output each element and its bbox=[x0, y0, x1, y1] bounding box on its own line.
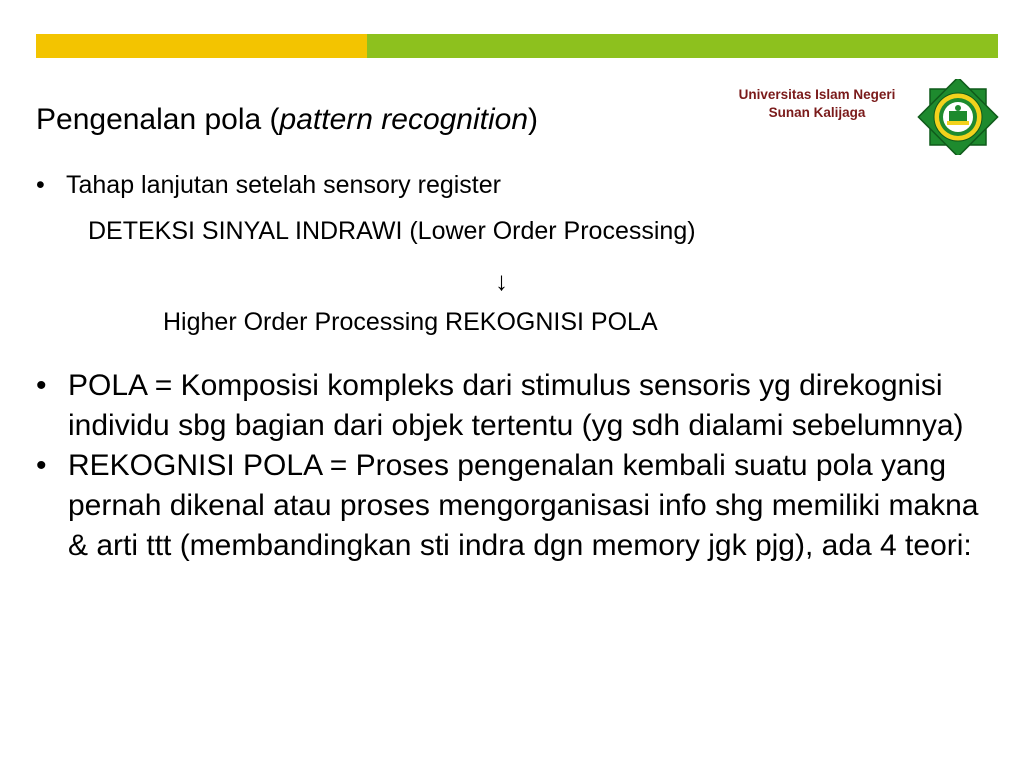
top-accent-bar bbox=[36, 34, 998, 58]
bullet-text: POLA = Komposisi kompleks dari stimulus sensoris yg direkognisi individu sbg bagian dari objek tertentu (yg sdh dialami sebelumnya) bbox=[68, 369, 964, 442]
down-arrow-icon: ↓ bbox=[495, 266, 508, 296]
slide-title-suffix: ) bbox=[528, 103, 539, 136]
slide-title bbox=[36, 100, 538, 140]
university-seal-icon bbox=[917, 79, 999, 155]
main-bullet-list bbox=[36, 366, 986, 566]
flow-detection-text: DETEKSI SINYAL INDRAWI (Lower Order Processing) bbox=[88, 217, 696, 245]
bullet-text: REKOGNISI POLA = Proses pengenalan kembali suatu pola yang pernah dikenal atau proses mengorganisasi info shg memiliki makna & arti ttt (membandingkan sti indra dgn memory jgk pjg), ada 4 teori: bbox=[68, 449, 979, 562]
top-bar-green-segment bbox=[367, 34, 998, 58]
list-item bbox=[36, 446, 986, 566]
slide-title-italic: pattern recognition bbox=[279, 103, 529, 136]
university-name-line1: Universitas Islam Negeri bbox=[738, 87, 896, 102]
sub-bullet bbox=[36, 167, 501, 203]
top-bar-yellow-segment bbox=[36, 34, 367, 58]
bullet-marker: • bbox=[36, 369, 47, 402]
slide-title-prefix: Pengenalan pola ( bbox=[36, 103, 280, 136]
bullet-marker: • bbox=[36, 449, 47, 482]
bullet-marker: • bbox=[36, 171, 45, 199]
flow-higher-text: Higher Order Processing REKOGNISI POLA bbox=[163, 308, 658, 336]
sub-bullet-text: Tahap lanjutan setelah sensory register bbox=[66, 171, 501, 199]
list-item bbox=[36, 366, 986, 446]
university-name-line2: Sunan Kalijaga bbox=[768, 105, 866, 120]
university-name bbox=[712, 86, 922, 122]
